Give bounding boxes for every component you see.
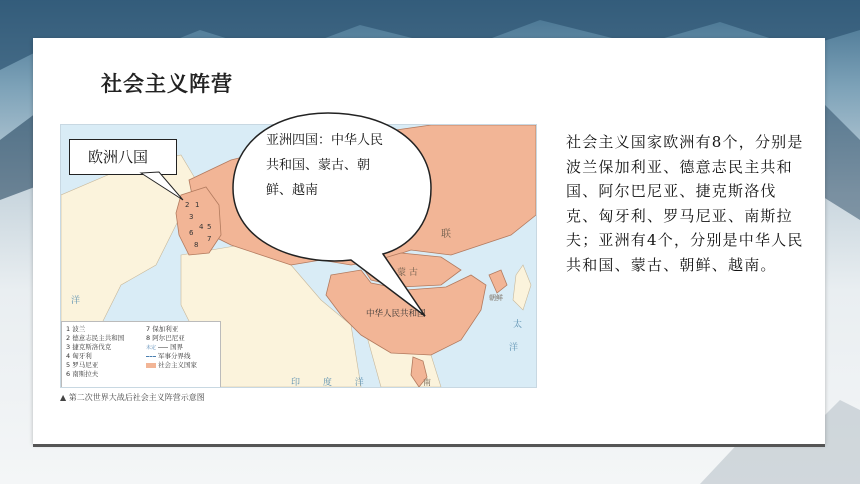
- korea-label: 朝鲜: [489, 294, 503, 302]
- slide-shadow-line: [33, 444, 825, 447]
- slide-card: [33, 38, 825, 444]
- legend-item: 4 匈牙利: [66, 352, 92, 360]
- country-number-5: 5: [207, 223, 212, 231]
- legend-item: 7 保加利亚: [146, 325, 179, 333]
- legend-item: 6 南斯拉夫: [66, 370, 99, 378]
- legend-socialist-label: 社会主义国家: [158, 361, 197, 369]
- legend-item: 8 阿尔巴尼亚: [146, 334, 185, 342]
- country-number-1: 1: [195, 201, 200, 209]
- country-number-6: 6: [189, 229, 194, 237]
- country-number-3: 3: [189, 213, 194, 221]
- country-number-7: 7: [207, 235, 212, 243]
- slide-title: 社会主义阵营: [101, 72, 233, 96]
- pacific-label-1: 洋: [509, 343, 529, 353]
- atlantic-label: 洋: [71, 296, 91, 306]
- ussr-label: 联: [441, 229, 451, 240]
- mongolia-label: 蒙 古: [397, 268, 418, 278]
- country-number-4: 4: [199, 223, 204, 231]
- map-caption: ▲ 第二次世界大战后社会主义阵营示意图: [60, 393, 205, 402]
- legend-border-label: 国界: [170, 343, 184, 351]
- callout-shapes: [33, 38, 825, 444]
- vietnam-label: 南: [423, 378, 431, 387]
- legend-item: 2 德意志民主共和国: [66, 334, 125, 342]
- legend-item: 1 波兰: [66, 325, 86, 333]
- country-number-2: 2: [185, 201, 190, 209]
- pacific-label-2: 太: [513, 320, 533, 330]
- legend-item: 5 罗马尼亚: [66, 361, 99, 369]
- legend-border-prefix: 未定: [146, 345, 157, 351]
- description-text: 社会主义国家欧洲有8个，分别是波兰保加利亚、德意志民主共和国、阿尔巴尼亚、捷克斯洛伐克、匈牙利、罗马尼亚、南斯拉夫；亚洲有4个，分别是中华人民共和国、蒙古、朝鲜、越南。: [566, 133, 804, 274]
- legend-military-label: 军事分界线: [158, 352, 191, 360]
- country-number-8: 8: [194, 241, 199, 249]
- asia-callout-text: 亚洲四国：中华人民共和国、蒙古、朝鲜、越南: [266, 133, 384, 198]
- legend-item: 3 捷克斯洛伐克: [66, 343, 112, 351]
- china-label: 中华人民共和国: [366, 309, 426, 319]
- indian-ocean-label: 印 度 洋: [291, 378, 374, 388]
- europe-callout-label: 欧洲八国: [88, 148, 149, 166]
